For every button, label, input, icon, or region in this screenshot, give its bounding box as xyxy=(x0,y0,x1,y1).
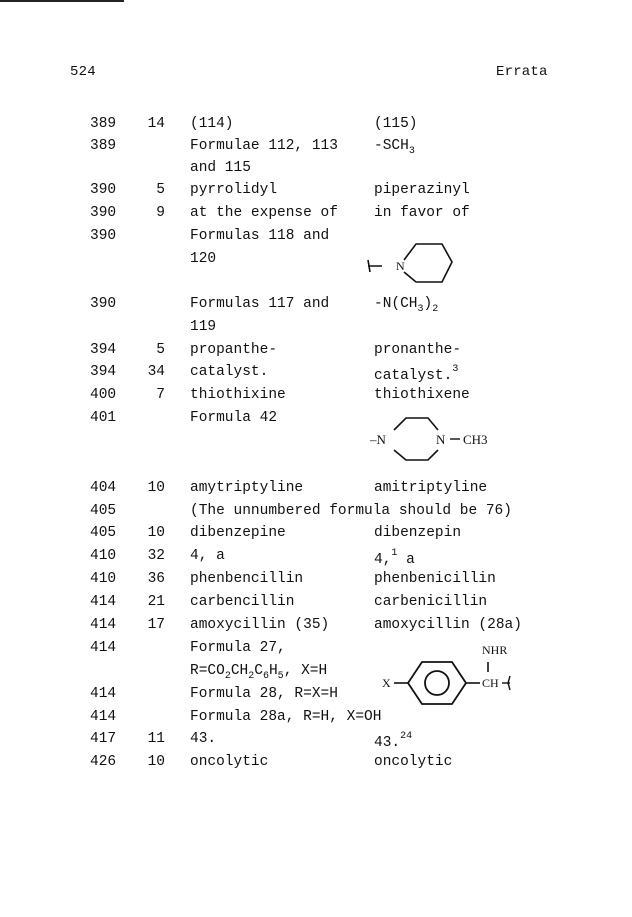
row-line: 5 xyxy=(156,182,165,198)
running-title: Errata xyxy=(496,64,548,80)
row-for: (114) xyxy=(190,116,234,132)
row-read: carbenicillin xyxy=(374,594,488,610)
row-for: and 115 xyxy=(190,160,251,176)
row-for: thiothixine xyxy=(190,387,286,403)
row-line: 32 xyxy=(147,548,165,564)
row-page: 390 xyxy=(90,205,117,221)
row-for: 119 xyxy=(190,319,217,335)
row-read: $-N(CH_3)_2$ xyxy=(374,296,439,315)
row-page: 390 xyxy=(90,228,117,244)
row-page: 426 xyxy=(90,754,117,770)
row-page: 390 xyxy=(90,296,117,312)
header-rule xyxy=(0,0,124,2)
row-page: 410 xyxy=(90,548,117,564)
row-for: propanthe- xyxy=(190,342,278,358)
piperazine-right-n: N xyxy=(436,432,446,447)
row-read: 4,$^1$ a xyxy=(374,548,415,568)
row-page: 410 xyxy=(90,571,117,587)
row-read: phenbenicillin xyxy=(374,571,496,587)
piperazine-methyl: CH3 xyxy=(463,432,488,447)
row-page: 414 xyxy=(90,709,117,725)
row-page: 417 xyxy=(90,731,117,747)
row-read: in favor of xyxy=(374,205,470,221)
row-read: piperazinyl xyxy=(374,182,470,198)
row-page: 414 xyxy=(90,594,117,610)
row-for: $R=CO_2CH_2C_6H_5$, X=H xyxy=(190,663,328,682)
row-page: 414 xyxy=(90,617,117,633)
row-for: 43. xyxy=(190,731,217,747)
row-for: 120 xyxy=(190,251,217,267)
row-read: dibenzepin xyxy=(374,525,462,541)
row-page: 394 xyxy=(90,364,117,380)
row-page: 405 xyxy=(90,503,117,519)
row-for: Formula 28a, R=H, X=OH xyxy=(190,709,382,725)
row-page: 394 xyxy=(90,342,117,358)
row-page: 390 xyxy=(90,182,117,198)
row-line: 10 xyxy=(147,525,165,541)
row-read: $-SCH_3$ xyxy=(374,138,415,157)
row-for: 4, a xyxy=(190,548,225,564)
phenylglycine-structure xyxy=(376,640,516,712)
row-page: 405 xyxy=(90,525,117,541)
row-for: catalyst. xyxy=(190,364,269,380)
row-line: 10 xyxy=(147,480,165,496)
row-line: 5 xyxy=(156,342,165,358)
row-page: 389 xyxy=(90,116,117,132)
piperidine-n-label: N xyxy=(396,259,405,273)
phenyl-ch-label: CH xyxy=(482,676,499,690)
row-page: 389 xyxy=(90,138,117,154)
piperidine-structure xyxy=(362,238,462,294)
row-for: pyrrolidyl xyxy=(190,182,278,198)
row-line: 36 xyxy=(147,571,165,587)
row-page: 414 xyxy=(90,640,117,656)
phenyl-x-label: X xyxy=(382,676,391,690)
phenyl-top-label: NHR xyxy=(482,643,508,657)
row-line: 34 xyxy=(147,364,165,380)
row-page: 414 xyxy=(90,686,117,702)
row-line: 9 xyxy=(156,205,165,221)
row-page: 404 xyxy=(90,480,117,496)
row-read: thiothixene xyxy=(374,387,470,403)
row-read: oncolytic xyxy=(374,754,453,770)
row-line: 11 xyxy=(147,731,165,747)
row-line: 14 xyxy=(147,116,165,132)
row-for: dibenzepine xyxy=(190,525,286,541)
row-read: amoxycillin (28a) xyxy=(374,617,522,633)
row-for: oncolytic xyxy=(190,754,269,770)
row-line: 10 xyxy=(147,754,165,770)
row-for: at the expense of xyxy=(190,205,338,221)
row-for: amoxycillin (35) xyxy=(190,617,330,633)
row-for: Formulas 118 and xyxy=(190,228,330,244)
row-read: amitriptyline xyxy=(374,480,488,496)
row-read: catalyst.$^3$ xyxy=(374,364,459,384)
row-for: carbencillin xyxy=(190,594,295,610)
piperazine-left-n: –N xyxy=(370,432,386,447)
row-for: (The unnumbered formula should be 76) xyxy=(190,503,512,519)
row-for: Formula 27, xyxy=(190,640,286,656)
row-for: Formulas 117 and xyxy=(190,296,330,312)
row-for: Formulae 112, 113 xyxy=(190,138,338,154)
row-line: 17 xyxy=(147,617,165,633)
row-for: amytriptyline xyxy=(190,480,304,496)
row-for: phenbencillin xyxy=(190,571,304,587)
row-for: Formula 28, R=X=H xyxy=(190,686,338,702)
row-read: pronanthe- xyxy=(374,342,462,358)
row-page: 401 xyxy=(90,410,117,426)
row-page: 400 xyxy=(90,387,117,403)
row-read: (115) xyxy=(374,116,418,132)
row-read: 43.24 xyxy=(374,731,413,751)
methylpiperazine-structure xyxy=(368,410,498,468)
row-line: 21 xyxy=(147,594,165,610)
row-for: Formula 42 xyxy=(190,410,278,426)
page-number: 524 xyxy=(70,64,96,80)
row-line: 7 xyxy=(156,387,165,403)
